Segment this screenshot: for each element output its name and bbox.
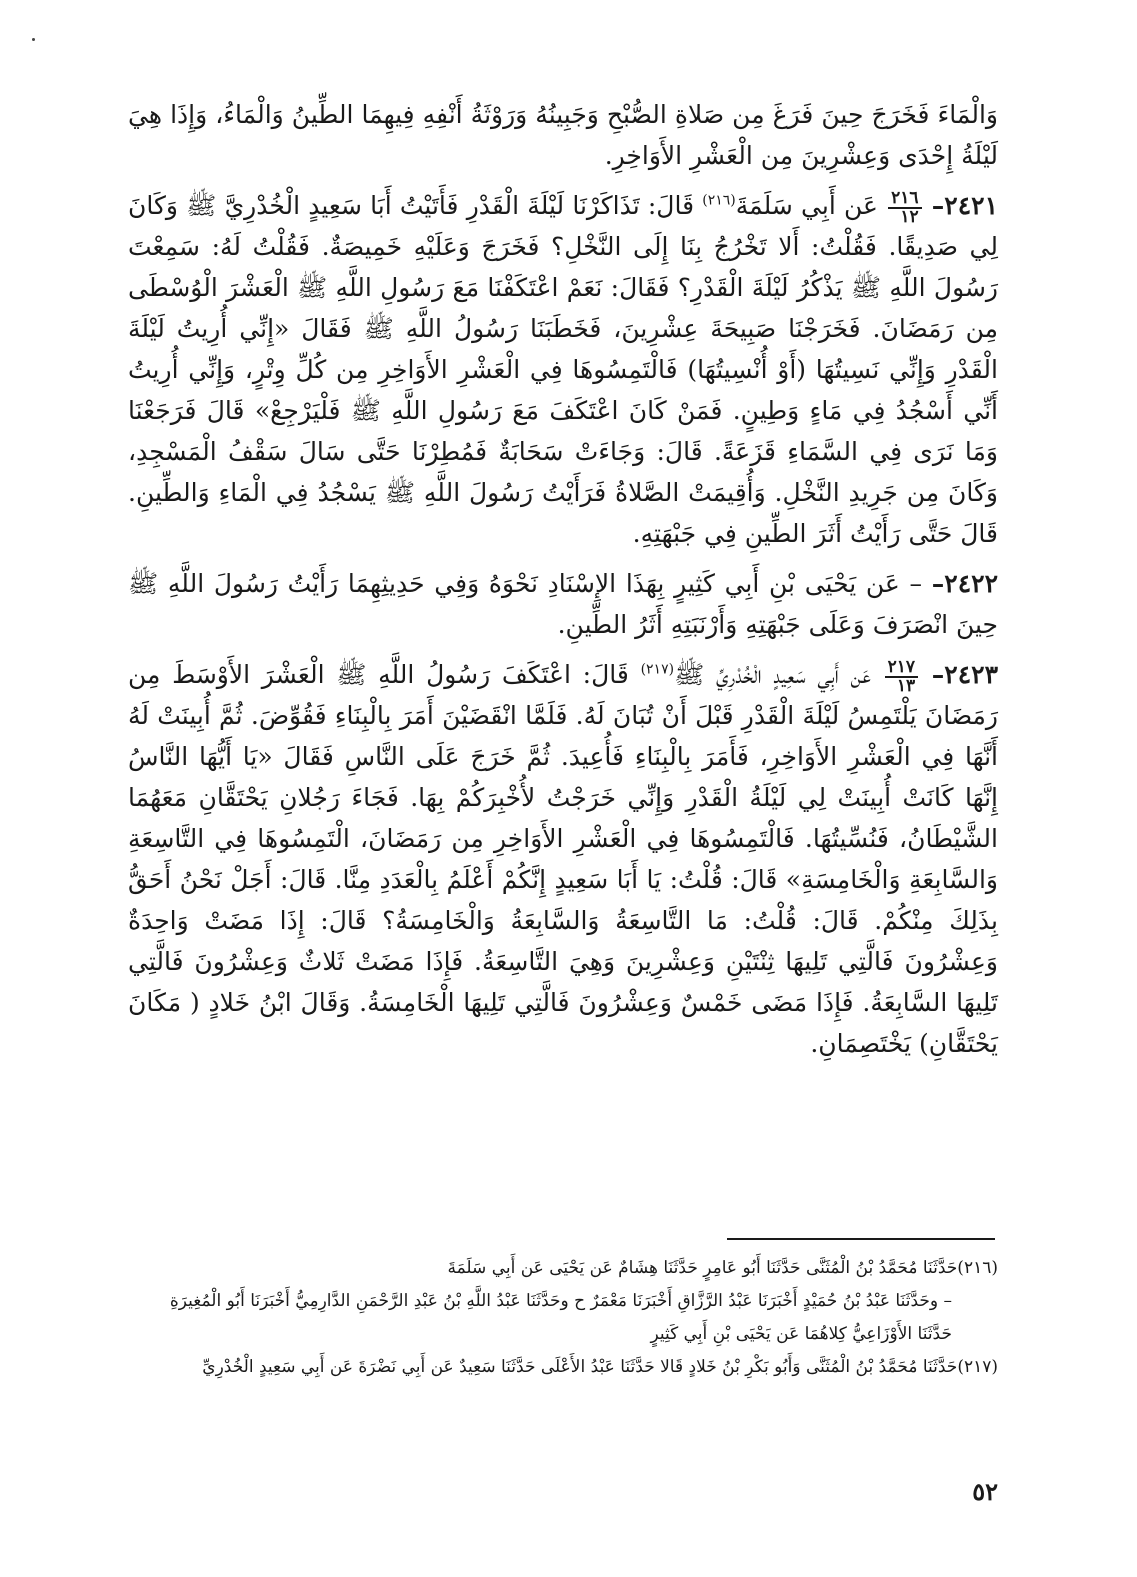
footnote-216: (٢١٦)حَدَّثَنَا مُحَمَّدُ بْنُ الْمُثَنَّى حَدَّثَنَا أَبُو عَامِرٍ حَدَّثَنَا هِشَامٌ عَن يَحْيَى عَن أَبِي سَلَمَةَ bbox=[447, 1258, 998, 1278]
hadith-number: ٢٤٢١– bbox=[931, 191, 999, 220]
footnote-marker: (٢١٦) bbox=[702, 192, 736, 209]
hadith-2423 bbox=[128, 654, 998, 1064]
footnote-216-continuation: حَدَّثَنَا الأَوْزَاعِيُّ كِلاهُمَا عَن يَحْيَى بْنِ أَبِي كَثِيرٍ bbox=[650, 1324, 952, 1344]
scan-speck bbox=[32, 38, 35, 41]
paragraph-text: وَالْمَاءَ فَخَرَجَ حِينَ فَرَغَ مِن صَلاةِ الصُّبْحِ وَجَبِينُهُ وَرَوْثَةُ أَنْفِهِ فِيهِمَا الطِّينُ وَالْمَاءُ، وَإِذَا هِيَ لَيْلَةُ إِحْدَى وَعِشْرِينَ مِن الْعَشْرِ الأَوَاخِرِ. bbox=[128, 100, 998, 170]
footnotes bbox=[128, 1252, 998, 1384]
footnote-216-continuation: – وحَدَّثَنَا عَبْدُ بْنُ حُمَيْدٍ أَخْبَرَنَا عَبْدُ الرَّزَّاقِ أَخْبَرَنَا مَعْمَرٌ ح وحَدَّثَنَا عَبْدُ اللَّهِ بْنُ عَبْدِ الرَّحْمَنِ الدَّارِمِيُّ أَخْبَرَنَا أَبُو الْمُغِيرَةِ bbox=[169, 1291, 952, 1311]
hadith-number: ٢٤٢٣– bbox=[931, 660, 999, 689]
reference-top: ٢١٧ bbox=[885, 659, 918, 678]
reference-top: ٢١٦ bbox=[888, 190, 921, 209]
reference-bottom: ١٢ bbox=[900, 206, 919, 227]
main-text bbox=[128, 94, 998, 1073]
cross-reference bbox=[888, 187, 921, 227]
hadith-text: قَالَ: تَذَاكَرْنَا لَيْلَةَ الْقَدْرِ فَأَتَيْتُ أَبَا سَعِيدٍ الْخُدْرِيَّ ﷺ وَكَانَ لِي صَدِيقًا. فَقُلْتُ: أَلا تَخْرُجُ بِنَا إِلَى النَّخْلِ؟ فَخَرَجَ وَعَلَيْهِ خَمِيصَةٌ. فَقُلْتُ لَهُ: سَمِعْتَ رَسُولَ اللَّهِ ﷺ يَذْكُرُ لَيْلَةَ الْقَدْرِ؟ فَقَالَ: نَعَمْ اعْتَكَفْنَا مَعَ رَسُولِ اللَّهِ ﷺ الْعَشْرَ الْوُسْطَى مِن رَمَضَانَ. فَخَرَجْنَا صَبِيحَةَ عِشْرِينَ، فَخَطَبَنَا رَسُولُ اللَّهِ ﷺ فَقَالَ «إِنِّي أُرِيتُ لَيْلَةَ الْقَدْرِ وَإِنِّي نَسِيتُهَا (أَوْ أُنْسِيتُهَا) فَالْتَمِسُوهَا فِي الْعَشْرِ الأَوَاخِرِ مِن كُلِّ وِتْرٍ، وَإِنِّي أُرِيتُ أَنِّي أَسْجُدُ فِي مَاءٍ وَطِينٍ. فَمَنْ كَانَ اعْتَكَفَ مَعَ رَسُولِ اللَّهِ ﷺ فَلْيَرْجِعْ» قَالَ فَرَجَعْنَا وَمَا نَرَى فِي السَّمَاءِ قَزَعَةً. قَالَ: وَجَاءَتْ سَحَابَةٌ فَمُطِرْنَا حَتَّى سَالَ سَقْفُ الْمَسْجِدِ، وَكَانَ مِن جَرِيدِ النَّخْلِ. وَأُقِيمَتْ الصَّلاةُ فَرَأَيْتُ رَسُولَ اللَّهِ ﷺ يَسْجُدُ فِي الْمَاءِ وَالطِّينِ. قَالَ حَتَّى رَأَيْتُ أَثَرَ الطِّينِ فِي جَبْهَتِهِ. bbox=[128, 191, 998, 548]
hadith-text: – عَن يَحْيَى بْنِ أَبِي كَثِيرٍ بِهَذَا الإِسْنَادِ نَحْوَهُ وَفِي حَدِيثِهِمَا رَأَيْتُ رَسُولَ اللَّهِ ﷺ حِينَ انْصَرَفَ وَعَلَى جَبْهَتِهِ وَأَرْنَبَتِهِ أَثَرُ الطِّينِ. bbox=[128, 569, 998, 639]
narrator-text: عَن أَبِي سَعِيدٍ الْخُدْرِيِّ ﷺ bbox=[674, 660, 871, 689]
paragraph-continuation bbox=[128, 94, 998, 176]
footnote-217: (٢١٧)حَدَّثَنَا مُحَمَّدُ بْنُ الْمُثَنَّى وَأَبُو بَكْرِ بْنُ خَلادٍ قَالا حَدَّثَنَا عَبْدُ الأَعْلَى حَدَّثَنَا سَعِيدٌ عَن أَبِي نَضْرَةَ عَن أَبِي سَعِيدٍ الْخُدْرِيِّ bbox=[202, 1357, 998, 1377]
hadith-2422 bbox=[128, 563, 998, 645]
footnote-marker: (٢١٧) bbox=[640, 661, 675, 678]
cross-reference bbox=[885, 656, 918, 696]
hadith-2421 bbox=[128, 185, 998, 554]
hadith-text: قَالَ: اعْتَكَفَ رَسُولُ اللَّهِ ﷺ الْعَشْرَ الأَوْسَطَ مِن رَمَضَانَ يَلْتَمِسُ لَيْلَةَ الْقَدْرِ قَبْلَ أَنْ تُبَانَ لَهُ. فَلَمَّا انْقَضَيْنَ أَمَرَ بِالْبِنَاءِ فَقُوِّضَ. ثُمَّ أُبِينَتْ لَهُ أَنَّهَا فِي الْعَشْرِ الأَوَاخِرِ، فَأَمَرَ بِالْبِنَاءِ فَأُعِيدَ. ثُمَّ خَرَجَ عَلَى النَّاسِ فَقَالَ «يَا أَيُّهَا النَّاسُ إِنَّهَا كَانَتْ أُبِينَتْ لِي لَيْلَةُ الْقَدْرِ وَإِنِّي خَرَجْتُ لأُخْبِرَكُمْ بِهَا. فَجَاءَ رَجُلانِ يَحْتَقَّانِ مَعَهُمَا الشَّيْطَانُ، فَنُسِّيتُهَا. فَالْتَمِسُوهَا فِي الْعَشْرِ الأَوَاخِرِ مِن رَمَضَانَ، الْتَمِسُوهَا فِي التَّاسِعَةِ وَالسَّابِعَةِ وَالْخَامِسَةِ» قَالَ: قُلْتُ: يَا أَبَا سَعِيدٍ إِنَّكُمْ أَعْلَمُ بِالْعَدَدِ مِنَّا. قَالَ: أَجَلْ نَحْنُ أَحَقُّ بِذَلِكَ مِنْكُمْ. قَالَ: قُلْتُ: مَا التَّاسِعَةُ وَالسَّابِعَةُ وَالْخَامِسَةُ؟ قَالَ: إِذَا مَضَتْ وَاحِدَةٌ وَعِشْرُونَ فَالَّتِي تَلِيهَا ثِنْتَيْنِ وَعِشْرِينَ وَهِيَ التَّاسِعَةُ. فَإِذَا مَضَتْ ثَلاثٌ وَعِشْرُونَ فَالَّتِي تَلِيهَا السَّابِعَةُ. فَإِذَا مَضَى خَمْسٌ وَعِشْرُونَ فَالَّتِي تَلِيهَا الْخَامِسَةُ. وَقَالَ ابْنُ خَلادٍ ( مَكَانَ يَحْتَقَّانِ) يَخْتَصِمَانِ. bbox=[128, 660, 998, 1058]
page-number: ٥٢ bbox=[972, 1477, 998, 1506]
reference-bottom: ١٣ bbox=[896, 675, 916, 696]
hadith-number: ٢٤٢٢– bbox=[931, 569, 998, 598]
footnote-separator bbox=[727, 1238, 995, 1240]
narrator-text: عَن أَبِي سَلَمَةَ bbox=[735, 191, 878, 220]
